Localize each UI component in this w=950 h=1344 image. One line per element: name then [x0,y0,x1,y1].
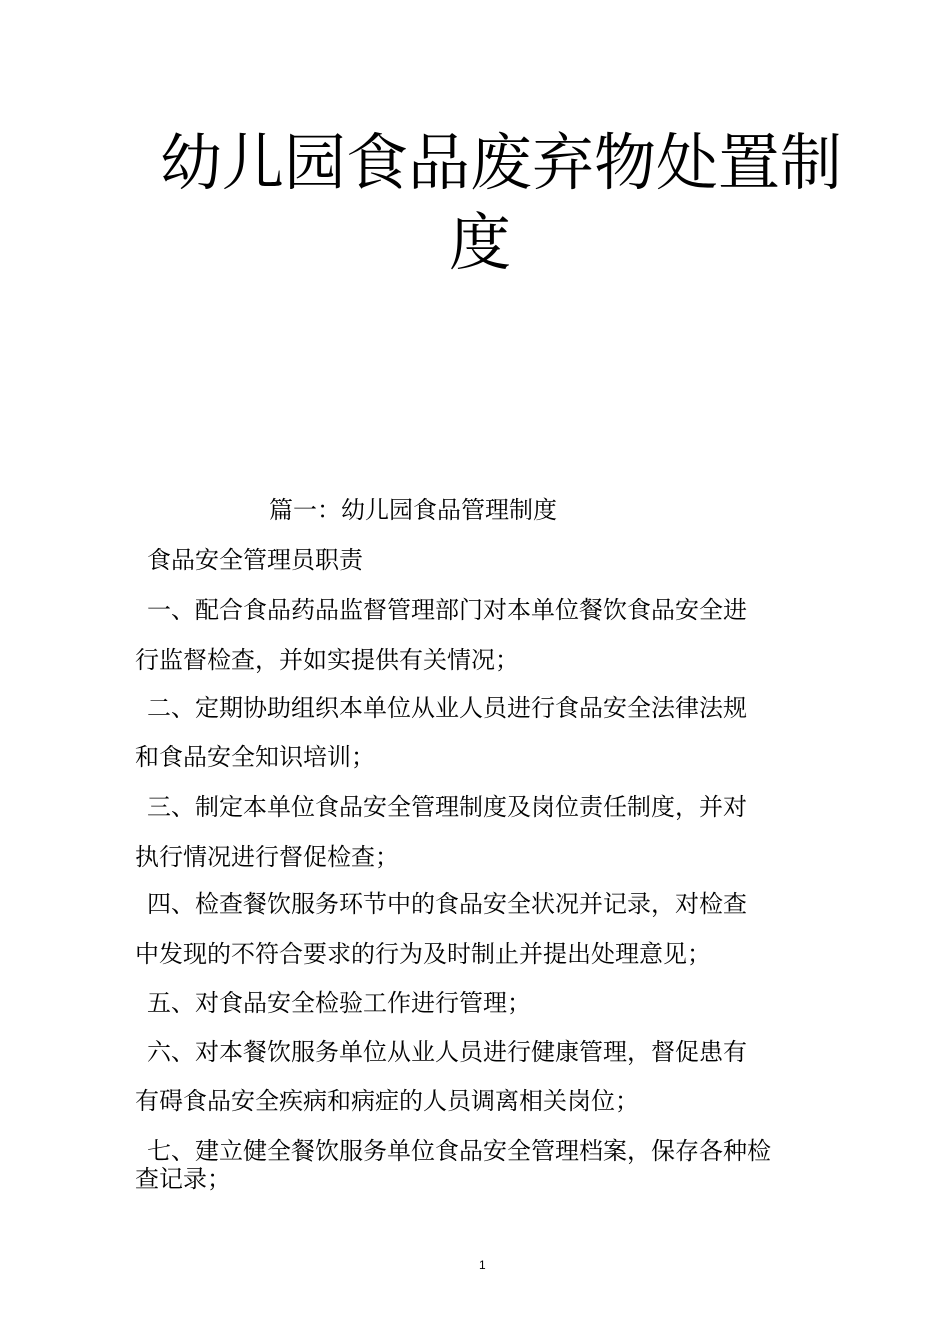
document-title-line-1: 幼儿园食品废弃物处置制 [160,126,843,199]
paragraph-line: 六、对本餐饮服务单位从业人员进行健康管理，督促患有 [147,1038,747,1066]
page-number: 1 [479,1258,486,1272]
paragraph-line: 和食品安全知识培训； [135,743,375,771]
paragraph-line: 查记录； [135,1165,231,1193]
paragraph-line: 三、制定本单位食品安全管理制度及岗位责任制度，并对 [147,793,747,821]
paragraph-line: 四、检查餐饮服务环节中的食品安全状况并记录，对检查 [147,890,747,918]
paragraph-line: 七、建立健全餐饮服务单位食品安全管理档案，保存各种检 [147,1137,771,1165]
paragraph-line: 一、配合食品药品监督管理部门对本单位餐饮食品安全进 [147,596,747,624]
subheading: 食品安全管理员职责 [147,546,363,574]
paragraph-line: 有碍食品安全疾病和病症的人员调离相关岗位； [135,1087,639,1115]
paragraph-line: 五、对食品安全检验工作进行管理； [147,989,531,1017]
section-heading: 篇一：幼儿园食品管理制度 [269,496,557,524]
paragraph-line: 二、定期协助组织本单位从业人员进行食品安全法律法规 [147,694,747,722]
paragraph-line: 执行情况进行督促检查； [135,843,399,871]
paragraph-line: 中发现的不符合要求的行为及时制止并提出处理意见； [135,940,711,968]
document-title-line-2: 度 [448,206,511,279]
paragraph-line: 行监督检查，并如实提供有关情况； [135,646,519,674]
